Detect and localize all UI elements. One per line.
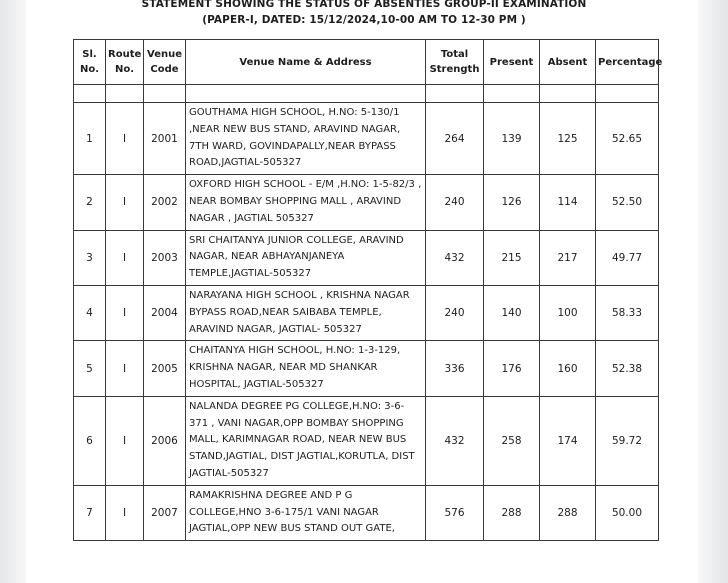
cell-present: 258 <box>484 396 540 485</box>
table-row <box>74 230 659 285</box>
cell-sl-no: 7 <box>74 485 106 540</box>
cell-venue-code: 2007 <box>144 485 186 540</box>
cell-absent: 174 <box>540 396 596 485</box>
header-venue-code: Venue Code <box>144 40 186 85</box>
cell-venue-code: 2001 <box>144 103 186 175</box>
cell-percentage: 52.38 <box>596 341 659 396</box>
cell-absent: 217 <box>540 230 596 285</box>
cell-total-strength: 432 <box>426 396 484 485</box>
cell-venue-code: 2003 <box>144 230 186 285</box>
header-route-no: Route No. <box>106 40 144 85</box>
page-shadow-right <box>698 0 728 583</box>
cell-percentage: 50.00 <box>596 485 659 540</box>
cell-sl-no: 2 <box>74 175 106 230</box>
cell-route-no: I <box>106 103 144 175</box>
cell-sl-no: 3 <box>74 230 106 285</box>
table-row <box>74 341 659 396</box>
table-row <box>74 285 659 340</box>
cell-absent: 125 <box>540 103 596 175</box>
cell-route-no: I <box>106 175 144 230</box>
table-row <box>74 396 659 485</box>
cell-route-no: I <box>106 230 144 285</box>
cell-present: 215 <box>484 230 540 285</box>
cell-venue-address: OXFORD HIGH SCHOOL - E/M ,H.NO: 1-5-82/3 , NEAR BOMBAY SHOPPING MALL , ARAVIND NAGAR , JAGTIAL 505327 <box>186 175 426 230</box>
cell-route-no: I <box>106 396 144 485</box>
absentees-table <box>73 39 663 541</box>
cell-absent: 100 <box>540 285 596 340</box>
cell-total-strength: 432 <box>426 230 484 285</box>
blank-row <box>74 85 659 103</box>
cell-present: 176 <box>484 341 540 396</box>
cell-venue-code: 2005 <box>144 341 186 396</box>
header-present: Present <box>484 40 540 85</box>
cell-venue-address: NARAYANA HIGH SCHOOL , KRISHNA NAGAR BYPASS ROAD,NEAR SAIBABA TEMPLE, ARAVIND NAGAR, JAGTIAL- 505327 <box>186 285 426 340</box>
cell-percentage: 52.65 <box>596 103 659 175</box>
cell-total-strength: 576 <box>426 485 484 540</box>
header-total-strength: Total Strength <box>426 40 484 85</box>
cell-total-strength: 264 <box>426 103 484 175</box>
cell-sl-no: 4 <box>74 285 106 340</box>
cell-sl-no: 6 <box>74 396 106 485</box>
cell-present: 126 <box>484 175 540 230</box>
cell-venue-address: SRI CHAITANYA JUNIOR COLLEGE, ARAVIND NAGAR, NEAR ABHAYANJANEYA TEMPLE,JAGTIAL-505327 <box>186 230 426 285</box>
header-percentage: Percentage <box>596 40 659 85</box>
cell-absent: 160 <box>540 341 596 396</box>
cell-total-strength: 336 <box>426 341 484 396</box>
cell-present: 288 <box>484 485 540 540</box>
cell-percentage: 49.77 <box>596 230 659 285</box>
page-shadow-left <box>0 0 26 583</box>
cell-venue-address: GOUTHAMA HIGH SCHOOL, H.NO: 5-130/1 ,NEAR NEW BUS STAND, ARAVIND NAGAR, 7TH WARD, GOVINDAPALLY,NEAR BYPASS ROAD,JAGTIAL-505327 <box>186 103 426 175</box>
cell-sl-no: 1 <box>74 103 106 175</box>
document-title: STATEMENT SHOWING THE STATUS OF ABSENTIES GROUP-II EXAMINATION <box>141 0 587 10</box>
table-row <box>74 175 659 230</box>
cell-venue-address: RAMAKRISHNA DEGREE AND P G COLLEGE,HNO 3-6-175/1 VANI NAGAR JAGTIAL,OPP NEW BUS STAND OUT GATE, <box>186 485 426 540</box>
cell-venue-address: CHAITANYA HIGH SCHOOL, H.NO: 1-3-129, KRISHNA NAGAR, NEAR MD SHANKAR HOSPITAL, JAGTIAL-505327 <box>186 341 426 396</box>
cell-absent: 288 <box>540 485 596 540</box>
cell-present: 140 <box>484 285 540 340</box>
cell-route-no: I <box>106 285 144 340</box>
table-header-row <box>74 40 659 85</box>
cell-present: 139 <box>484 103 540 175</box>
header-sl-no: Sl. No. <box>74 40 106 85</box>
cell-absent: 114 <box>540 175 596 230</box>
header-absent: Absent <box>540 40 596 85</box>
table-row <box>74 103 659 175</box>
cell-venue-code: 2006 <box>144 396 186 485</box>
cell-venue-code: 2004 <box>144 285 186 340</box>
table-row <box>74 485 659 540</box>
cell-sl-no: 5 <box>74 341 106 396</box>
cell-route-no: I <box>106 485 144 540</box>
cell-venue-code: 2002 <box>144 175 186 230</box>
cell-venue-address: NALANDA DEGREE PG COLLEGE,H.NO: 3-6-371 , VANI NAGAR,OPP BOMBAY SHOPPING MALL, KARIMNAGAR ROAD, NEAR NEW BUS STAND,JAGTIAL, DIST JAGTIAL,KORUTLA, DIST JAGTIAL-505327 <box>186 396 426 485</box>
cell-total-strength: 240 <box>426 175 484 230</box>
header-venue-name: Venue Name & Address <box>186 40 426 85</box>
cell-total-strength: 240 <box>426 285 484 340</box>
cell-percentage: 58.33 <box>596 285 659 340</box>
cell-route-no: I <box>106 341 144 396</box>
document-subtitle: (PAPER-I, DATED: 15/12/2024,10-00 AM TO 12-30 PM ) <box>202 14 526 26</box>
cell-percentage: 52.50 <box>596 175 659 230</box>
cell-percentage: 59.72 <box>596 396 659 485</box>
